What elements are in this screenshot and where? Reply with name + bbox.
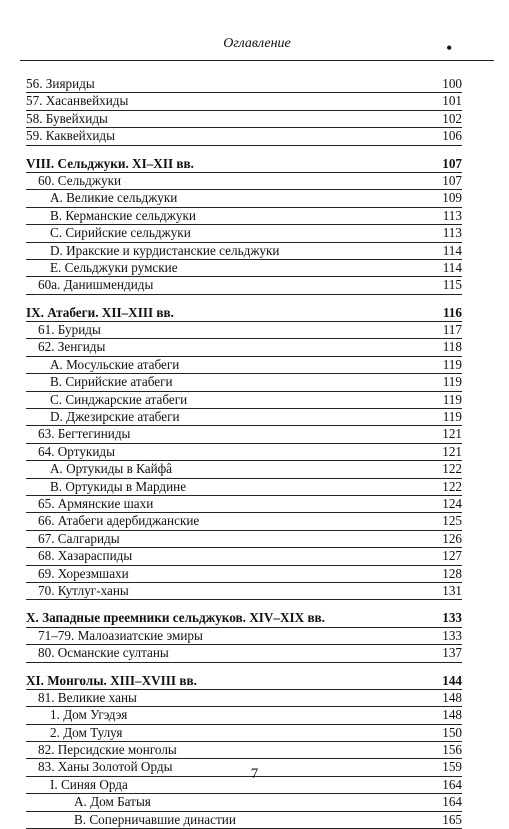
toc-entry-title: 68. Хазараспиды [38, 548, 133, 564]
toc-entry[interactable] [26, 357, 462, 374]
toc-entry-page: 113 [442, 207, 462, 223]
toc-entry-page: 128 [442, 565, 462, 581]
toc-entry-title: 65. Армянские шахи [38, 495, 154, 511]
toc-entry[interactable] [26, 409, 462, 426]
toc-entry[interactable] [26, 173, 462, 190]
toc-entry-page: 121 [442, 443, 462, 459]
toc-entry[interactable] [26, 426, 462, 443]
toc-entry[interactable] [26, 76, 462, 93]
toc-entry-title: D. Иракские и курдистанские сельджуки [50, 242, 280, 258]
toc-entry-title: 64. Ортукиды [38, 443, 115, 459]
toc-entry-title: X. Западные преемники сельджуков. XIV–XIX вв. [26, 610, 325, 626]
toc-entry[interactable] [26, 566, 462, 583]
toc-section-heading[interactable] [26, 156, 462, 173]
toc-entry[interactable] [26, 479, 462, 496]
toc-entry-page: 164 [442, 776, 462, 792]
toc-entry[interactable] [26, 111, 462, 128]
toc-entry-page: 124 [442, 495, 462, 511]
toc-entry[interactable] [26, 628, 462, 645]
toc-entry[interactable] [26, 794, 462, 811]
toc-entry-title: VIII. Сельджуки. XI–XII вв. [26, 155, 194, 171]
toc-entry-title: 66. Атабеги адербиджанские [38, 513, 200, 529]
toc-entry-page: 164 [442, 794, 462, 810]
toc-entry[interactable] [26, 392, 462, 409]
section-gap [26, 663, 462, 673]
toc-entry-title: С. Сирийские сельджуки [50, 225, 191, 241]
section-gap [26, 295, 462, 305]
toc-section-heading[interactable] [26, 673, 462, 690]
page-header [20, 0, 494, 61]
toc-entry-page: 159 [442, 759, 462, 775]
toc-entry-title: 63. Бегтегиниды [38, 426, 131, 442]
toc-section-heading[interactable] [26, 305, 462, 322]
toc-entry[interactable] [26, 812, 462, 829]
toc-entry[interactable] [26, 260, 462, 277]
toc-entry[interactable] [26, 277, 462, 294]
toc-entry[interactable] [26, 690, 462, 707]
toc-entry-title: 81. Великие ханы [38, 689, 137, 705]
toc-entry-page: 116 [442, 304, 462, 320]
toc-entry-title: С. Синджарские атабеги [50, 391, 188, 407]
toc-entry-title: Е. Сельджуки румские [50, 259, 178, 275]
toc-entry-title: А. Ортукиды в Кайфâ [50, 461, 173, 477]
toc-entry-page: 119 [442, 356, 462, 372]
toc-entry-page: 119 [442, 374, 462, 390]
toc-entry[interactable] [26, 725, 462, 742]
toc-entry-page: 117 [442, 322, 462, 338]
toc-entry[interactable] [26, 339, 462, 356]
toc-entry-title: 70. Кутлуг-ханы [38, 582, 129, 598]
toc-entry-title: А. Дом Батыя [74, 794, 151, 810]
toc-entry-title: А. Великие сельджуки [50, 190, 178, 206]
toc-entry[interactable] [26, 322, 462, 339]
header-mark: • [446, 40, 452, 57]
toc-entry[interactable] [26, 742, 462, 759]
toc-entry-page: 126 [442, 530, 462, 546]
toc-entry-page: 133 [442, 610, 462, 626]
toc-entry-title: 80. Османские султаны [38, 645, 169, 661]
toc-entry-page: 118 [442, 339, 462, 355]
toc-entry-page: 131 [442, 582, 462, 598]
toc-entry-title: 61. Буриды [38, 322, 101, 338]
toc-entry-title: В. Керманские сельджуки [50, 207, 196, 223]
toc-section-heading[interactable] [26, 610, 462, 627]
toc-entry-page: 115 [442, 277, 462, 293]
toc-entry[interactable] [26, 243, 462, 260]
toc-entry[interactable] [26, 645, 462, 662]
toc-entry-title: 83. Ханы Золотой Орды [38, 759, 173, 775]
toc-entry-page: 100 [442, 76, 462, 91]
toc-entry-title: 57. Хасанвейхиды [26, 93, 129, 109]
toc-entry-title: XI. Монголы. XIII–XVIII вв. [26, 672, 197, 688]
toc-entry-page: 114 [442, 259, 462, 275]
toc-entry-title: D. Джезирские атабеги [50, 409, 180, 425]
toc-entry-title: 60. Сельджуки [38, 172, 122, 188]
toc-entry-page: 119 [442, 409, 462, 425]
toc-entry-page: 165 [442, 811, 462, 827]
toc-entry-title: 71–79. Малоазиатские эмиры [38, 627, 203, 643]
toc-entry-page: 156 [442, 742, 462, 758]
toc-entry[interactable] [26, 190, 462, 207]
toc-entry-title: 56. Зияриды [26, 76, 95, 91]
toc-entry-page: 137 [442, 645, 462, 661]
toc-entry-page: 114 [442, 242, 462, 258]
toc-entry[interactable] [26, 513, 462, 530]
toc-entry-page: 106 [442, 128, 462, 144]
section-gap [26, 146, 462, 156]
toc-entry-title: 67. Салгариды [38, 530, 120, 546]
toc-entry-title: IX. Атабеги. XII–XIII вв. [26, 304, 174, 320]
toc-entry-title: В. Ортукиды в Мардине [50, 478, 187, 494]
running-title: Оглавление [223, 36, 291, 51]
toc-entry[interactable] [26, 93, 462, 110]
toc-entry-title: 1. Дом Угэдэя [50, 707, 128, 723]
toc-entry[interactable] [26, 374, 462, 391]
toc-entry-page: 148 [442, 707, 462, 723]
toc-entry-page: 107 [442, 172, 462, 188]
toc-entry[interactable] [26, 583, 462, 600]
table-of-contents [26, 76, 462, 829]
toc-entry-page: 107 [442, 155, 462, 171]
toc-entry-page: 101 [442, 93, 462, 109]
toc-entry[interactable] [26, 496, 462, 513]
toc-entry-title: 82. Персидские монголы [38, 742, 177, 758]
toc-entry-page: 122 [442, 461, 462, 477]
toc-entry-page: 150 [442, 724, 462, 740]
toc-entry-title: В. Соперничавшие династии [74, 811, 236, 827]
toc-entry-title: А. Мосульские атабеги [50, 356, 180, 372]
toc-entry-title: В. Сирийские атабеги [50, 374, 173, 390]
toc-entry-title: 58. Бувейхиды [26, 110, 108, 126]
toc-entry-title: 59. Каквейхиды [26, 128, 115, 144]
toc-entry-page: 113 [442, 225, 462, 241]
toc-entry[interactable] [26, 707, 462, 724]
toc-entry-page: 133 [442, 627, 462, 643]
toc-entry-title: 60а. Данишмендиды [38, 277, 154, 293]
toc-entry[interactable] [26, 225, 462, 242]
toc-entry[interactable] [26, 128, 462, 145]
section-gap [26, 600, 462, 610]
toc-entry-page: 119 [442, 391, 462, 407]
toc-entry-page: 109 [442, 190, 462, 206]
toc-entry-page: 127 [442, 548, 462, 564]
toc-entry-page: 122 [442, 478, 462, 494]
toc-entry-page: 125 [442, 513, 462, 529]
toc-entry-title: 69. Хорезмшахи [38, 565, 129, 581]
toc-entry[interactable] [26, 531, 462, 548]
toc-entry-page: 121 [442, 426, 462, 442]
toc-entry[interactable] [26, 548, 462, 565]
page-number: 7 [250, 766, 259, 782]
toc-entry-title: I. Синяя Орда [50, 776, 128, 792]
toc-entry[interactable] [26, 444, 462, 461]
toc-entry-page: 102 [442, 110, 462, 126]
toc-entry-title: 62. Зенгиды [38, 339, 106, 355]
toc-entry-page: 144 [442, 672, 462, 688]
toc-entry-page: 148 [442, 689, 462, 705]
toc-entry-title: 2. Дом Тулуя [50, 724, 123, 740]
toc-entry[interactable] [26, 208, 462, 225]
toc-entry[interactable] [26, 461, 462, 478]
